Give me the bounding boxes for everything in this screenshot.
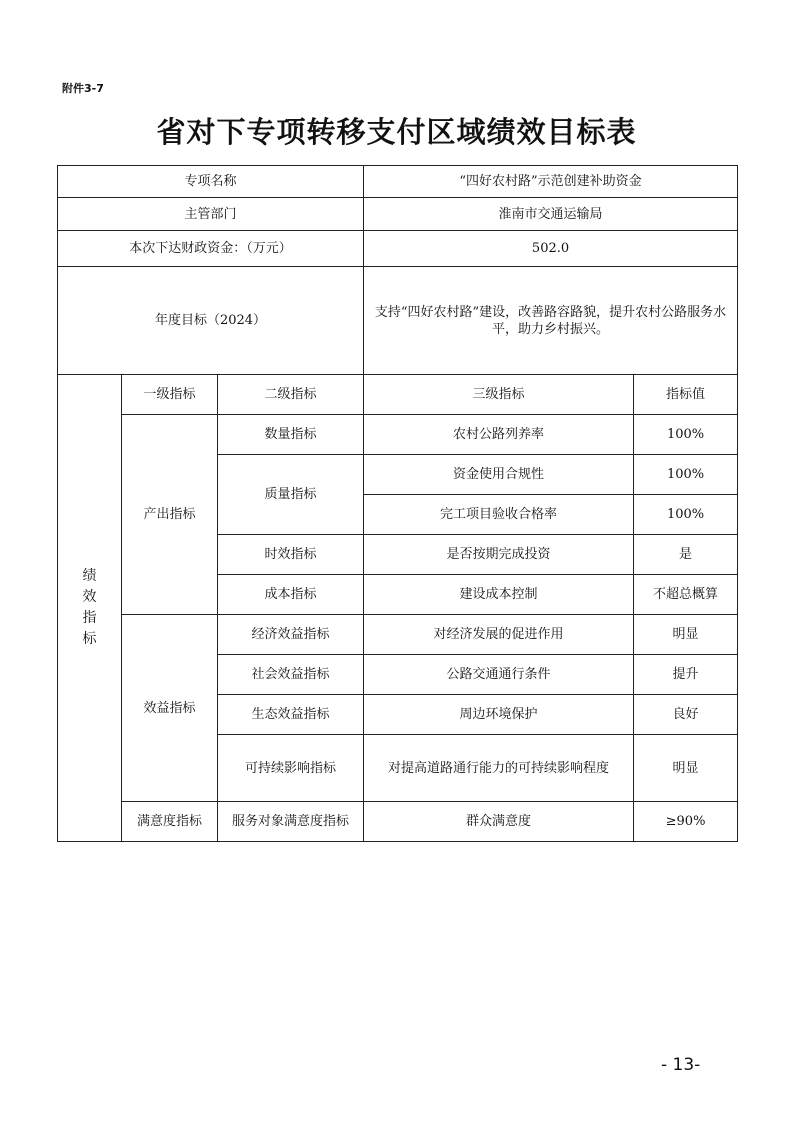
goal-text: 支持“四好农村路”建设，改善路容路貌，提升农村公路服务水平，助力乡村振兴。	[364, 267, 738, 375]
department-row	[58, 198, 738, 231]
performance-indicator-label	[58, 375, 122, 842]
performance-indicator-text: 绩效指标	[82, 568, 97, 647]
table-row	[58, 615, 738, 655]
level3-cell: 农村公路列养率	[364, 415, 634, 455]
goal-row	[58, 267, 738, 375]
level2-cell: 时效指标	[218, 535, 364, 575]
benefit-indicator-label: 效益指标	[122, 615, 218, 802]
value-cell: 提升	[634, 655, 738, 695]
page-number: - 13-	[661, 1055, 701, 1075]
indicator-header-row	[58, 375, 738, 415]
value-cell: 明显	[634, 615, 738, 655]
value-cell: ≥90%	[634, 802, 738, 842]
level2-cell: 经济效益指标	[218, 615, 364, 655]
level2-cell: 质量指标	[218, 455, 364, 535]
level2-cell: 社会效益指标	[218, 655, 364, 695]
table-row	[58, 802, 738, 842]
level3-cell: 是否按期完成投资	[364, 535, 634, 575]
header-level1: 一级指标	[122, 375, 218, 415]
level3-cell: 群众满意度	[364, 802, 634, 842]
document-title: 省对下专项转移支付区域绩效目标表	[156, 115, 637, 149]
level3-cell: 对经济发展的促进作用	[364, 615, 634, 655]
funds-row	[58, 231, 738, 267]
level3-cell: 周边环境保护	[364, 695, 634, 735]
project-name-value: “四好农村路”示范创建补助资金	[364, 166, 738, 198]
table-row	[58, 415, 738, 455]
project-name-label: 专项名称	[58, 166, 364, 198]
level3-cell: 建设成本控制	[364, 575, 634, 615]
performance-target-table	[57, 165, 738, 842]
goal-label: 年度目标（2024）	[58, 267, 364, 375]
funds-label: 本次下达财政资金：（万元）	[58, 231, 364, 267]
level3-cell: 完工项目验收合格率	[364, 495, 634, 535]
funds-value: 502.0	[364, 231, 738, 267]
level2-cell: 生态效益指标	[218, 695, 364, 735]
level2-cell: 可持续影响指标	[218, 735, 364, 802]
header-level3: 三级指标	[364, 375, 634, 415]
value-cell: 明显	[634, 735, 738, 802]
level2-cell: 成本指标	[218, 575, 364, 615]
level2-cell: 服务对象满意度指标	[218, 802, 364, 842]
value-cell: 100%	[634, 455, 738, 495]
department-label: 主管部门	[58, 198, 364, 231]
level3-cell: 公路交通通行条件	[364, 655, 634, 695]
value-cell: 良好	[634, 695, 738, 735]
value-cell: 100%	[634, 415, 738, 455]
level3-cell: 资金使用合规性	[364, 455, 634, 495]
value-cell: 是	[634, 535, 738, 575]
level2-cell: 数量指标	[218, 415, 364, 455]
attachment-label: 附件3-7	[62, 82, 104, 95]
header-value: 指标值	[634, 375, 738, 415]
project-name-row	[58, 166, 738, 198]
level3-cell: 对提高道路通行能力的可持续影响程度	[364, 735, 634, 802]
department-value: 淮南市交通运输局	[364, 198, 738, 231]
header-level2: 二级指标	[218, 375, 364, 415]
output-indicator-label: 产出指标	[122, 415, 218, 615]
satisfaction-indicator-label: 满意度指标	[122, 802, 218, 842]
value-cell: 100%	[634, 495, 738, 535]
value-cell: 不超总概算	[634, 575, 738, 615]
